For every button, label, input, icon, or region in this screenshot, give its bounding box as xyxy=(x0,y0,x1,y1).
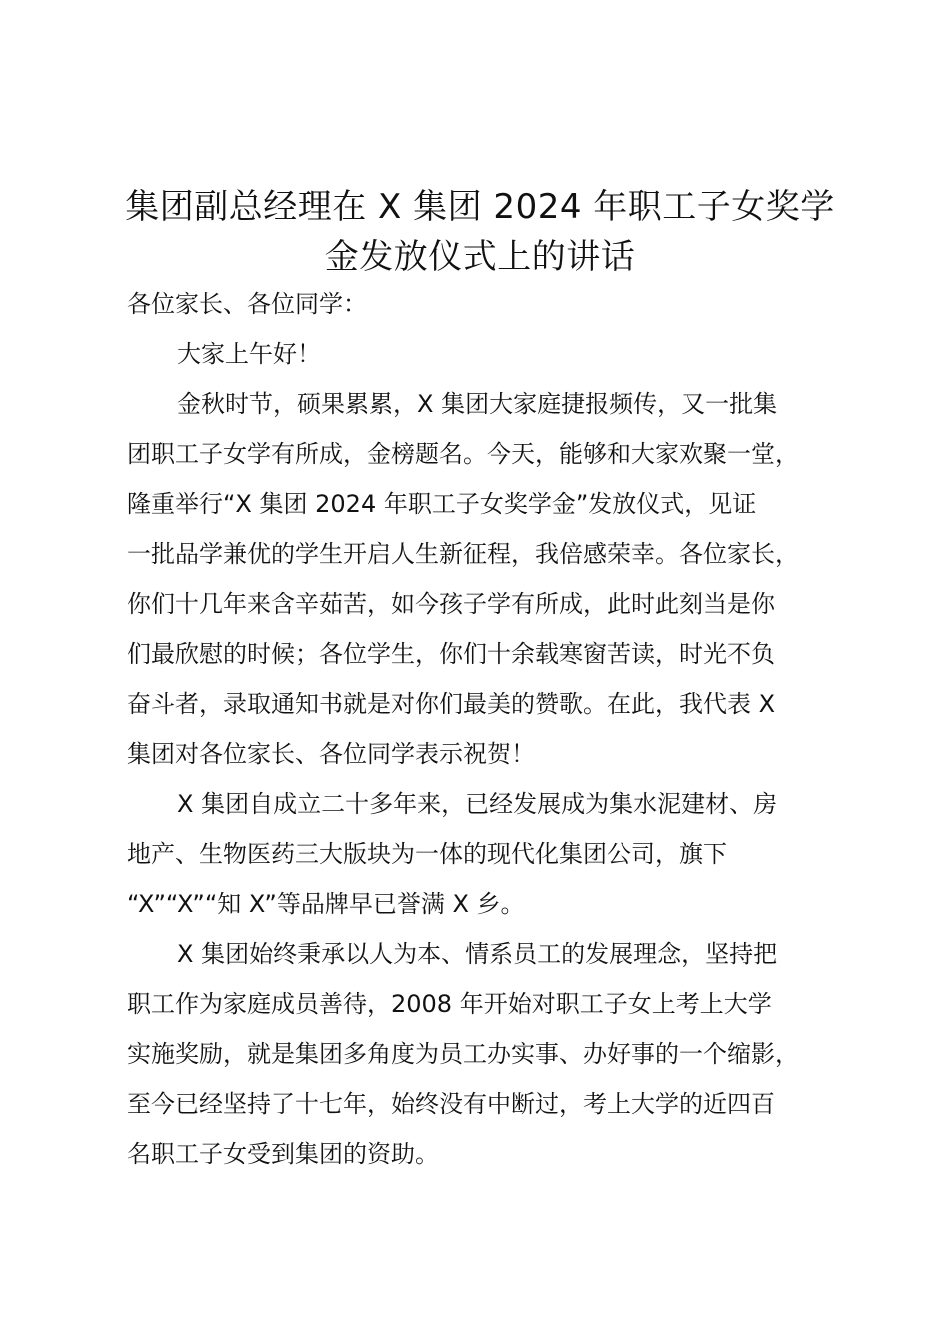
paragraph-1-line: 团职工子女学有所成，金榜题名。今天，能够和大家欢聚一堂， xyxy=(127,440,799,468)
paragraph-1-line: 奋斗者，录取通知书就是对你们最美的赞歌。在此，我代表 X xyxy=(127,690,776,718)
paragraph-1-line: 一批品学兼优的学生开启人生新征程，我倍感荣幸。各位家长， xyxy=(127,540,799,568)
paragraph-3-line: 实施奖励，就是集团多角度为员工办实事、办好事的一个缩影， xyxy=(127,1040,799,1068)
paragraph-2-line: “X”“X”“知 X”等品牌早已誉满 X 乡。 xyxy=(127,890,525,918)
paragraph-3-line: X 集团始终秉承以人为本、情系员工的发展理念，坚持把 xyxy=(177,940,778,968)
paragraph-1-line: 金秋时节，硕果累累，X 集团大家庭捷报频传，又一批集 xyxy=(177,390,778,418)
paragraph-3-line: 职工作为家庭成员善待，2008 年开始对职工子女上考上大学 xyxy=(127,990,772,1018)
document-title-line-2: 金发放仪式上的讲话 xyxy=(324,237,636,277)
paragraph-1-line: 集团对各位家长、各位同学表示祝贺！ xyxy=(127,740,535,768)
paragraph-3-line: 名职工子女受到集团的资助。 xyxy=(127,1140,439,1168)
paragraph-1-line: 们最欣慰的时候；各位学生，你们十余载寒窗苦读，时光不负 xyxy=(127,640,775,668)
greeting: 大家上午好！ xyxy=(177,340,321,368)
paragraph-2-line: X 集团自成立二十多年来，已经发展成为集水泥建材、房 xyxy=(177,790,778,818)
paragraph-1-line: 隆重举行“X 集团 2024 年职工子女奖学金”发放仪式，见证 xyxy=(127,490,757,518)
document-title-line-1: 集团副总经理在 X 集团 2024 年职工子女奖学 xyxy=(125,187,835,227)
paragraph-2-line: 地产、生物医药三大版块为一体的现代化集团公司，旗下 xyxy=(127,840,727,868)
paragraph-1-line: 你们十几年来含辛茹苦，如今孩子学有所成，此时此刻当是你 xyxy=(127,590,775,618)
salutation: 各位家长、各位同学： xyxy=(127,290,367,318)
paragraph-3-line: 至今已经坚持了十七年，始终没有中断过，考上大学的近四百 xyxy=(127,1090,775,1118)
